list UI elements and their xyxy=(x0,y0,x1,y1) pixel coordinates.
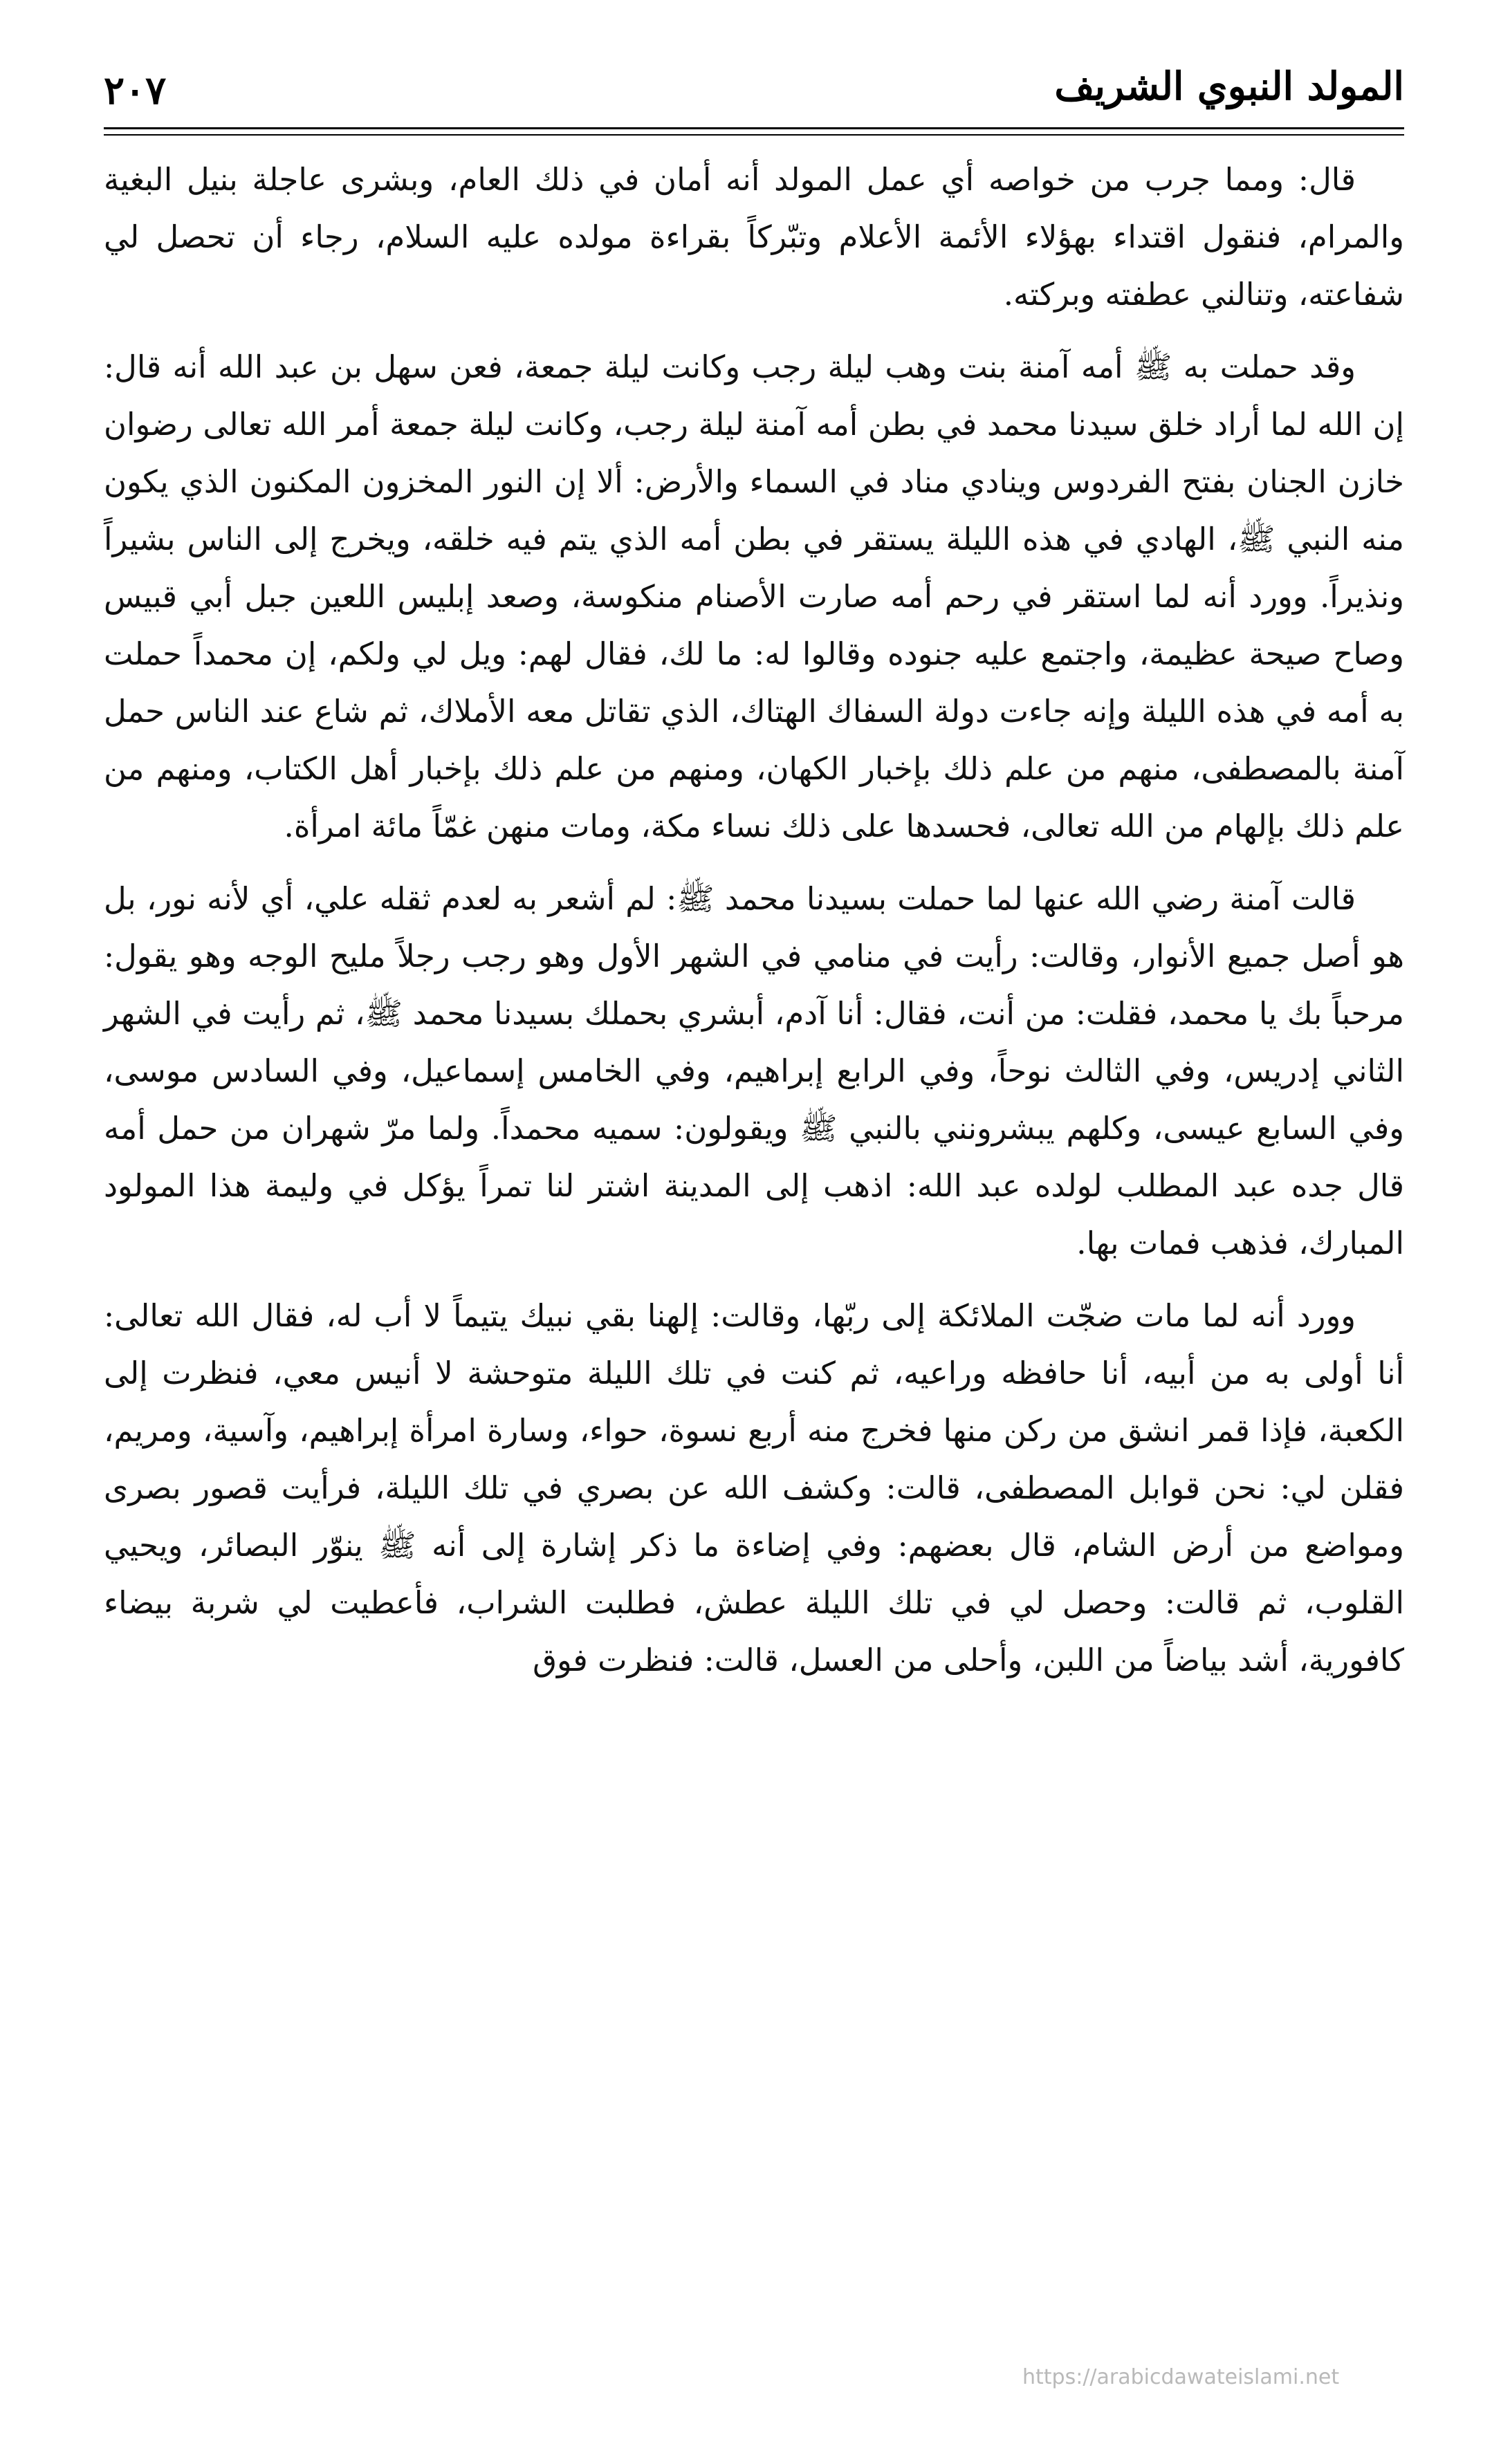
paragraph: قالت آمنة رضي الله عنها لما حملت بسيدنا محمد ﷺ: لم أشعر به لعدم ثقله علي، أي لأنه نور، بل هو أصل جميع الأنوار، وقالت: رأيت في منامي في الشهر الأول وهو رجب رجلاً مليح الوجه وهو يقول: مرحباً بك يا محمد، فقلت: من أنت، فقال: أنا آدم، أبشري بحملك بسيدنا محمد ﷺ، ثم رأيت في الشهر الثاني إدريس، وفي الثالث نوحاً، وفي الرابع إبراهيم، وفي الخامس إسماعيل، وفي السادس موسى، وفي السابع عيسى، وكلهم يبشرونني بالنبي ﷺ ويقولون: سميه محمداً. ولما مرّ شهران من حمل أمه قال جده عبد المطلب لولده عبد الله: اذهب إلى المدينة اشتر لنا تمراً يؤكل في وليمة هذا المولود المبارك، فذهب فمات بها. xyxy=(104,880,1404,1261)
paragraph: قال: ومما جرب من خواصه أي عمل المولد أنه أمان في ذلك العام، وبشرى عاجلة بنيل البغية والمرام، فنقول اقتداء بهؤلاء الأئمة الأعلام وتبّركاً بقراءة مولده عليه السلام، رجاء أن تحصل لي شفاعته، وتنالني عطفته وبركته. xyxy=(104,161,1404,313)
body-text xyxy=(104,151,1404,1689)
watermark-url: https://arabicdawateislami.net xyxy=(1022,2365,1340,2389)
running-header xyxy=(104,55,1404,138)
running-title: المولد النبوي الشريف xyxy=(1054,64,1404,109)
header-rule-thin xyxy=(104,134,1404,136)
paragraph: وقد حملت به ﷺ أمه آمنة بنت وهب ليلة رجب وكانت ليلة جمعة، فعن سهل بن عبد الله أنه قال: إن الله لما أراد خلق سيدنا محمد في بطن أمه آمنة ليلة رجب، وكانت ليلة جمعة أمر الله تعالى رضوان خازن الجنان بفتح الفردوس وينادي مناد في السماء والأرض: ألا إن النور المخزون المكنون الذي يكون منه النبي ﷺ، الهادي في هذه الليلة يستقر في بطن أمه الذي يتم فيه خلقه، ويخرج إلى الناس بشيراً ونذيراً. وورد أنه لما استقر في رحم أمه صارت الأصنام منكوسة، وصعد إبليس اللعين جبل أبي قبيس وصاح صيحة عظيمة، واجتمع عليه جنوده وقالوا له: ما لك، فقال لهم: ويل لي ولكم، إن محمداً حملت به أمه في هذه الليلة وإنه جاءت دولة السفاك الهتاك، الذي تقاتل معه الأملاك، ثم شاع عند الناس حمل آمنة بالمصطفى، منهم من علم ذلك بإخبار الكهان، ومنهم من علم ذلك بإخبار أهل الكتاب، ومنهم من علم ذلك بإلهام من الله تعالى، فحسدها على ذلك نساء مكة، ومات منهن غمّاً مائة امرأة. xyxy=(104,349,1404,844)
header-rule xyxy=(104,127,1404,129)
page-number: ٢٠٧ xyxy=(104,68,167,113)
paragraph: وورد أنه لما مات ضجّت الملائكة إلى ربّها، وقالت: إلهنا بقي نبيك يتيماً لا أب له، فقال الله تعالى: أنا أولى به من أبيه، أنا حافظه وراعيه، ثم كنت في تلك الليلة متوحشة لا أنيس معي، فنظرت إلى الكعبة، فإذا قمر انشق من ركن منها فخرج منه أربع نسوة، حواء، وسارة امرأة إبراهيم، وآسية، ومريم، فقلن لي: نحن قوابل المصطفى، قالت: وكشف الله عن بصري في تلك الليلة، فرأيت قصور بصرى ومواضع من أرض الشام، قال بعضهم: وفي إضاءة ما ذكر إشارة إلى أنه ﷺ ينوّر البصائر، ويحيي القلوب، ثم قالت: وحصل لي في تلك الليلة عطش، فطلبت الشراب، فأعطيت لي شربة بيضاء كافورية، أشد بياضاً من اللبن، وأحلى من العسل، قالت: فنظرت فوق xyxy=(104,1297,1405,1678)
book-page xyxy=(104,55,1404,2420)
